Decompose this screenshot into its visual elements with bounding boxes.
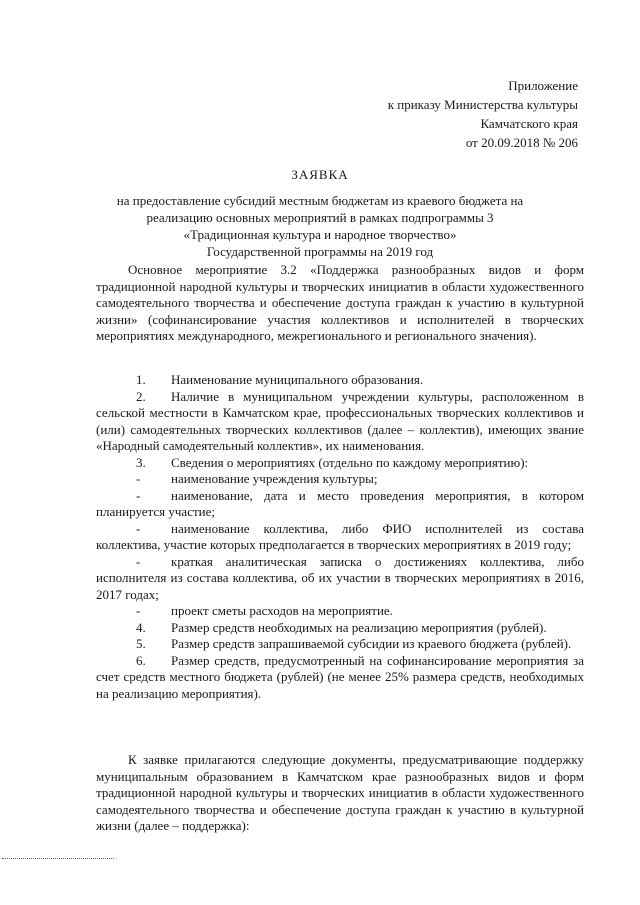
list-item-text: Размер средств запрашиваемой субсидии из краевого бюджета (рублей). xyxy=(171,636,572,651)
list-subitem-dash: - xyxy=(136,520,141,536)
list-subitem-text: проект сметы расходов на мероприятие. xyxy=(171,603,393,618)
appendix-title: Приложение xyxy=(508,78,578,93)
list-item xyxy=(96,636,584,653)
list-item-number: 1. xyxy=(136,372,146,387)
list-item-text: Наличие в муниципальном учреждении культуры, расположенном в сельской местности в Камчатском крае, профессиональных творческих коллективов и (или) самодеятельных творческих коллективов (далее – коллектив), имеющих звание «Народный самодеятельный коллектив», их наименования. xyxy=(96,388,584,453)
list-item-text: Размер средств, предусмотренный на софинансирование мероприятия за счет средств местного бюджета (рублей) (не менее 25% размера средств, необходимых на реализацию мероприятия). xyxy=(96,652,584,701)
list-item-text: Наименование муниципального образования. xyxy=(171,372,424,387)
list-item-number: 2. xyxy=(136,388,146,404)
list-subitem-dash: - xyxy=(136,487,141,503)
list-item-number: 4. xyxy=(136,619,146,635)
list-item xyxy=(96,620,584,637)
footnote-divider xyxy=(2,858,114,859)
list-item-number: 5. xyxy=(136,636,146,651)
list-item xyxy=(96,653,584,703)
main-paragraph: Основное мероприятие 3.2 «Поддержка разнообразных видов и форм традиционной народной культуры и творческих инициатив в области художественного самодеятельного творчества и обеспечение доступа граждан к участию в культурной жизни» (софинансирование участия коллективов и исполнителей в творческих мероприятиях международного, межрегионального и регионального значения). xyxy=(96,262,584,343)
list-item-number: 3. xyxy=(136,454,146,470)
list-subitem-dash: - xyxy=(136,603,141,618)
list-subitem-text: наименование, дата и место проведения мероприятия, в котором планируется участие; xyxy=(96,487,584,519)
list-subitem-dash: - xyxy=(136,471,141,486)
list-subitem xyxy=(96,471,584,488)
appendix-order-line: к приказу Министерства культуры xyxy=(387,97,578,112)
requirements-list xyxy=(96,372,584,702)
list-subitem-text: наименование коллектива, либо ФИО исполнителей из состава коллектива, участие которых предполагается в творческих мероприятиях в 2019 году; xyxy=(96,520,584,552)
list-subitem xyxy=(96,521,584,554)
list-subitem xyxy=(96,603,584,620)
list-item-text: Сведения о мероприятиях (отдельно по каждому мероприятию): xyxy=(171,454,529,470)
list-item-text: Размер средств необходимых на реализацию мероприятия (рублей). xyxy=(171,619,547,635)
title-line-1: на предоставление субсидий местным бюджетам из краевого бюджета на xyxy=(116,193,524,208)
appendix-region-line: Камчатского края xyxy=(480,116,578,131)
list-subitem-text: краткая аналитическая записка о достижениях коллектива, либо исполнителя из состава коллектива, об их участии в творческих мероприятиях в 2016, 2017 годах; xyxy=(96,553,584,602)
closing-paragraph: К заявке прилагаются следующие документы, предусматривающие поддержку муниципальным образованием в Камчатском крае разнообразных видов и форм традиционной народной культуры и творческих инициатив в области художественного самодеятельного творчества и обеспечение доступа граждан к участию в культурной жизни (далее – поддержка): xyxy=(96,752,584,833)
list-item xyxy=(96,389,584,455)
appendix-date-line: от 20.09.2018 № 206 xyxy=(465,135,578,150)
list-subitem xyxy=(96,488,584,521)
list-subitem-text: наименование учреждения культуры; xyxy=(171,471,378,486)
list-item xyxy=(96,455,584,472)
title-line-4: Государственной программы на 2019 год xyxy=(206,244,434,259)
list-item xyxy=(96,372,584,389)
list-item-number: 6. xyxy=(136,652,146,668)
title-line-2: реализацию основных мероприятий в рамках подпрограммы 3 xyxy=(146,210,494,225)
title-line-3: «Традиционная культура и народное творчество» xyxy=(183,227,457,242)
list-subitem xyxy=(96,554,584,604)
list-subitem-dash: - xyxy=(136,553,141,569)
document-heading: ЗАЯВКА xyxy=(291,167,349,182)
document-title-block xyxy=(90,166,550,260)
appendix-header xyxy=(388,76,578,152)
